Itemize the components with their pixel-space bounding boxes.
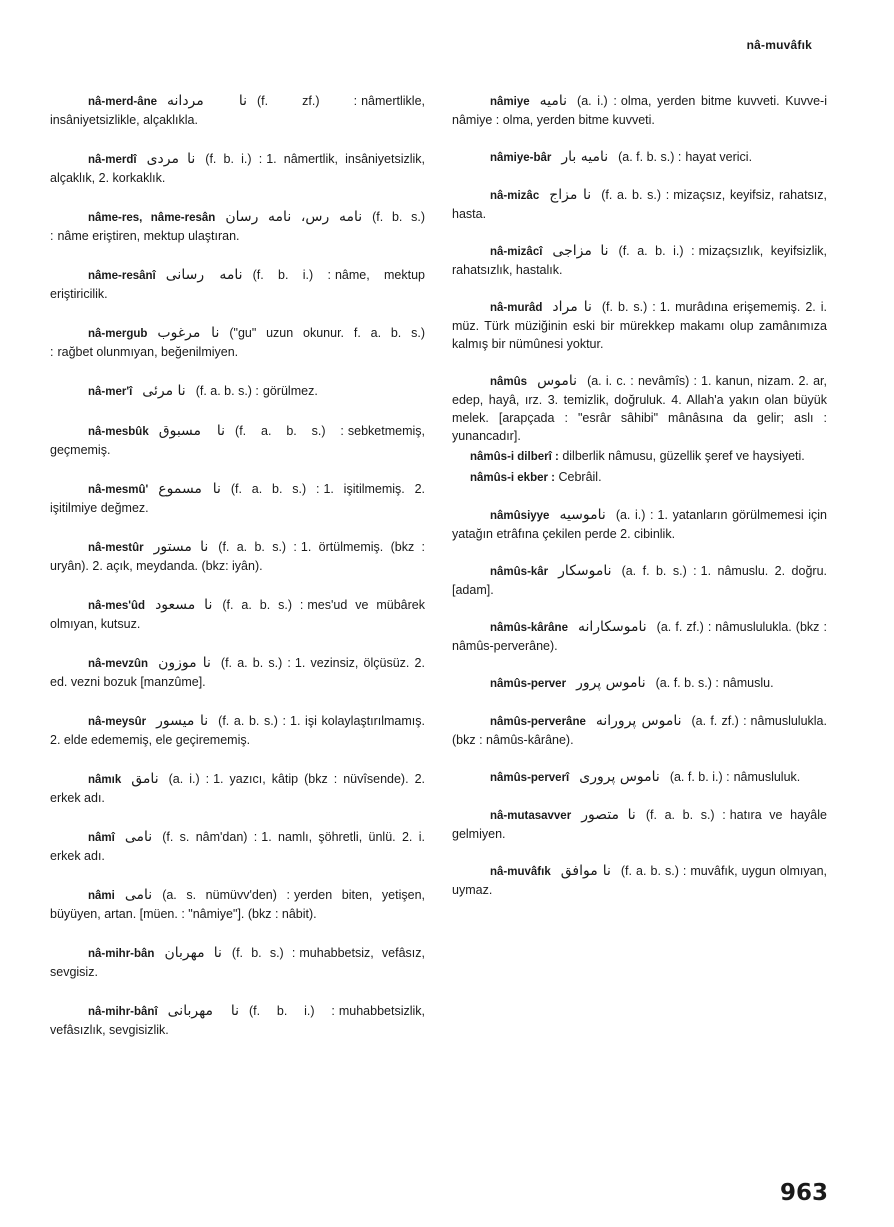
headword: nâ-mutasavver: [490, 810, 572, 822]
dictionary-entry: [50, 770, 425, 807]
dictionary-entry: [452, 506, 827, 543]
ottoman-script: نا مزاجى: [552, 243, 609, 259]
etymology: (a. i.) :: [577, 94, 617, 108]
etymology: (f. s. nâm'dan) :: [162, 830, 258, 844]
etymology: (a. f. b. s.) :: [655, 676, 719, 690]
ottoman-script: نامه رسانى: [165, 267, 243, 283]
ottoman-script: ناميه بار: [561, 149, 609, 165]
definition: 1. kanun, nizam. 2. ar, edep, hayâ, ırz. 3. temizlik, doğruluk. 4. Allah'a yakın olan büyük melek. [arapçada : "esrâr sâhibi" mânâsına da gelir; aslı : yunancadır].: [452, 374, 827, 443]
dictionary-entry: [50, 480, 425, 517]
ottoman-script: ناموسكار: [558, 563, 612, 579]
definition: 1. yazıcı, kâtip (bkz : nüvîsende). 2. erkek adı.: [50, 772, 425, 805]
headword: nâmûs-perverâne: [490, 716, 586, 728]
headword: nâ-meysûr: [88, 716, 147, 728]
dictionary-entry: [50, 828, 425, 865]
etymology: (f. a. b. i.) :: [618, 244, 695, 258]
definition: 1. nâmertlik, insâniyetsizlik, alçaklık, 2. korkaklık.: [50, 152, 425, 185]
headword: nâ-mizâc: [490, 190, 540, 202]
headword: nâmi: [88, 890, 115, 902]
headword: nâmûs-i dilberî :: [470, 451, 559, 463]
definition: Cebrâil.: [558, 470, 602, 484]
headword: nâmûsiyye: [490, 510, 550, 522]
ottoman-script: نا مردى: [146, 151, 196, 167]
dictionary-entry: [50, 1002, 425, 1039]
headword: nâmûs-kâr: [490, 566, 549, 578]
etymology: ("gu" uzun okunur. f. a. b. s.) :: [50, 326, 425, 359]
etymology: (f. a. b. s.) :: [645, 808, 726, 822]
definition: olma, yerden bitme kuvveti. Kuvve-i nâmiye : olma, yerden bitme kuvveti.: [452, 94, 827, 127]
headword: nâ-mesbûk: [88, 426, 149, 438]
etymology: (f. a. b. s.) :: [218, 540, 297, 554]
etymology: (f. b. i.) :: [252, 268, 331, 282]
dictionary-entry: [50, 150, 425, 187]
definition: muvâfık, uygun olmıyan, uymaz.: [452, 864, 827, 897]
headword: nâmiye-bâr: [490, 152, 552, 164]
dictionary-entry: [452, 562, 827, 599]
ottoman-script: نا مسعود: [155, 597, 213, 613]
headword: nâ-mihr-bân: [88, 948, 155, 960]
ottoman-script: نا مرغوب: [157, 325, 220, 341]
definition: mes'ud ve mübârek olmıyan, kutsuz.: [50, 598, 425, 631]
headword: nâmık: [88, 774, 122, 786]
dictionary-entry: [452, 674, 827, 693]
etymology: (f. b. s.) :: [50, 210, 425, 243]
definition: sebketmemiş, geçmemiş.: [50, 424, 425, 457]
etymology: (f. a. b. s.) :: [601, 188, 670, 202]
ottoman-script: نا ميسور: [156, 713, 209, 729]
definition: nâmertlikle, insâniyetsizlikle, alçaklıkla.: [50, 94, 425, 127]
definition: 1. örtülmemiş. (bkz : uryân). 2. açık, meydanda. (bkz: iyân).: [50, 540, 425, 573]
dictionary-entry: [452, 768, 827, 787]
etymology: (a. i.) :: [615, 508, 654, 522]
ottoman-script: نا مسموع: [158, 481, 221, 497]
headword: nâ-merdî: [88, 154, 137, 166]
ottoman-script: نا موافق: [560, 863, 611, 879]
dictionary-entry: [452, 148, 827, 167]
definition: görülmez.: [262, 384, 318, 398]
ottoman-script: ناموسيه: [559, 507, 606, 523]
definition: nâme, mektup eriştiricilik.: [50, 268, 425, 301]
definition: 1. murâdına erişememiş. 2. i. müz. Türk müziğinin eski bir mürekkep makamı olup zamânımıza kalmış bir nümûnesi yoktur.: [452, 300, 828, 351]
headword: nâmûs-i ekber :: [470, 472, 555, 484]
sub-entry: [470, 447, 827, 466]
headword: nâ-mergub: [88, 328, 148, 340]
definition: nâmuslu.: [722, 676, 774, 690]
ottoman-script: نامى: [124, 887, 153, 903]
etymology: (f. a. b. s.) :: [222, 598, 304, 612]
definition: nâme eriştiren, mektup ulaştıran.: [57, 229, 240, 243]
dictionary-entry: [50, 324, 425, 361]
right-column: [452, 92, 827, 899]
definition: muhabbetsizlik, vefâsızlık, sevgisizlik.: [50, 1004, 425, 1037]
etymology: (f. a. b. s.) :: [230, 482, 320, 496]
headword: nâmiye: [490, 96, 530, 108]
definition: 1. namlı, şöhretli, ünlü. 2. i. erkek adı.: [50, 830, 425, 863]
etymology: (a. s. nümüvv'den) :: [162, 888, 290, 902]
ottoman-script: نا مهربان: [164, 945, 222, 961]
running-head: nâ-muvâfık: [746, 38, 812, 52]
dictionary-entry: [452, 242, 827, 279]
etymology: (f. a. b. s.) :: [620, 864, 687, 878]
headword: nâmî: [88, 832, 115, 844]
dictionary-entry: [50, 944, 425, 981]
etymology: (f. zf.) :: [257, 94, 358, 108]
headword: nâ-muvâfık: [490, 866, 551, 878]
dictionary-entry: [50, 382, 425, 401]
left-column: [50, 92, 425, 1039]
ottoman-script: نا مردانه: [167, 93, 247, 109]
definition: nâmuslulukla. (bkz : nâmûs-perverâne).: [452, 620, 827, 653]
etymology: (a. i. c. : nevâmîs) :: [587, 374, 698, 388]
definition: yerden biten, yetişen, büyüyen, artan. [müen. : "nâmiye"]. (bkz : nâbit).: [50, 888, 426, 921]
ottoman-script: نا متصور: [581, 807, 636, 823]
ottoman-script: نا موزون: [158, 655, 211, 671]
dictionary-entry: [452, 186, 827, 223]
definition: nâmusluluk.: [733, 770, 801, 784]
headword: nâ-mizâcî: [490, 246, 543, 258]
etymology: (a. f. zf.) :: [691, 714, 747, 728]
etymology: (a. f. b. s.) :: [618, 150, 682, 164]
etymology: (a. f. zf.) :: [656, 620, 712, 634]
definition: mizaçsız, keyifsiz, rahatsız, hasta.: [452, 188, 827, 221]
headword: nâ-murâd: [490, 302, 543, 314]
definition: nâmuslulukla. (bkz : nâmûs-kârâne).: [452, 714, 827, 747]
dictionary-entry: [452, 618, 827, 655]
headword: nâ-merd-âne: [88, 96, 158, 108]
definition: muhabbetsiz, vefâsız, sevgisiz.: [50, 946, 425, 979]
ottoman-script: نا مستور: [153, 539, 209, 555]
etymology: (f. a. b. s.) :: [195, 384, 259, 398]
ottoman-script: نا مراد: [552, 299, 592, 315]
definition: mizaçsızlık, keyifsizlik, rahatsızlık, hastalık.: [452, 244, 827, 277]
dictionary-entry: [50, 266, 425, 303]
ottoman-script: ناميه: [539, 93, 568, 109]
ottoman-script: ناموس: [537, 373, 578, 389]
dictionary-entry: [452, 862, 827, 899]
ottoman-script: نا مرئى: [142, 383, 186, 399]
dictionary-entry: [50, 886, 425, 923]
dictionary-entry: [50, 654, 425, 691]
etymology: (a. f. b. i.) :: [669, 770, 730, 784]
definition: dilberlik nâmusu, güzellik şeref ve haysiyeti.: [562, 449, 805, 463]
definition: 1. nâmuslu. 2. doğru. [adam].: [452, 564, 827, 597]
headword: nâmûs: [490, 376, 528, 388]
etymology: (f. b. i.) :: [249, 1004, 335, 1018]
definition: 1. vezinsiz, ölçüsüz. 2. ed. vezni bozuk [manzûme].: [50, 656, 425, 689]
headword: nâ-mer'î: [88, 386, 133, 398]
ottoman-script: نامق: [131, 771, 159, 787]
definition: 1. yatanların görülmemesi için yatağın etrâfına çekilen perde 2. cibinlik.: [452, 508, 828, 541]
ottoman-script: ناموس پرور: [576, 675, 646, 691]
dictionary-entry: [50, 538, 425, 575]
ottoman-script: ناموسكارانه: [577, 619, 647, 635]
page-number: 963: [779, 1180, 828, 1206]
headword: nâ-mes'ûd: [88, 600, 146, 612]
ottoman-script: ناموس پرورانه: [595, 713, 682, 729]
ottoman-script: نا مزاج: [549, 187, 592, 203]
etymology: (f. a. b. s.) :: [235, 424, 344, 438]
definition: 1. işi kolaylaştırılmamış. 2. elde edememiş, ele geçirememiş.: [50, 714, 425, 747]
headword: nâ-mesmû': [88, 484, 149, 496]
ottoman-script: نا مسبوق: [158, 423, 226, 439]
definition: hayat verici.: [685, 150, 753, 164]
ottoman-script: نامى: [124, 829, 153, 845]
ottoman-script: نا مهربانى: [167, 1003, 239, 1019]
headword: nâ-mevzûn: [88, 658, 149, 670]
dictionary-entry: [50, 208, 425, 245]
headword: nâme-res, nâme-resân: [88, 212, 216, 224]
definition: 1. işitilmemiş. 2. işitilmiye değmez.: [50, 482, 426, 515]
headword: nâme-resânî: [88, 270, 156, 282]
etymology: (f. b. s.) :: [231, 946, 296, 960]
headword: nâmûs-perverî: [490, 772, 570, 784]
dictionary-entry: [50, 92, 425, 129]
headword: nâ-mestûr: [88, 542, 144, 554]
etymology: (a. i.) :: [168, 772, 210, 786]
headword: nâ-mihr-bânî: [88, 1006, 158, 1018]
etymology: (a. f. b. s.) :: [621, 564, 697, 578]
dictionary-entry: [452, 372, 827, 445]
etymology: (f. a. b. s.) :: [218, 714, 286, 728]
dictionary-entry: [452, 712, 827, 749]
dictionary-entry: [50, 712, 425, 749]
dictionary-entry: [50, 422, 425, 459]
ottoman-script: ناموس پرورى: [579, 769, 660, 785]
ottoman-script: نامه رس، نامه رسان: [225, 209, 363, 225]
dictionary-entry: [452, 806, 827, 843]
sub-entry: [470, 468, 827, 487]
etymology: (f. b. i.) :: [205, 152, 263, 166]
dictionary-entry: [452, 92, 827, 129]
definition: hatıra ve hayâle gelmiyen.: [452, 808, 827, 841]
headword: nâmûs-perver: [490, 678, 567, 690]
dictionary-entry: [50, 596, 425, 633]
definition: rağbet olunmıyan, beğenilmiyen.: [57, 345, 239, 359]
headword: nâmûs-kârâne: [490, 622, 568, 634]
etymology: (f. b. s.) :: [601, 300, 656, 314]
dictionary-entry: [452, 298, 827, 353]
etymology: (f. a. b. s.) :: [220, 656, 291, 670]
